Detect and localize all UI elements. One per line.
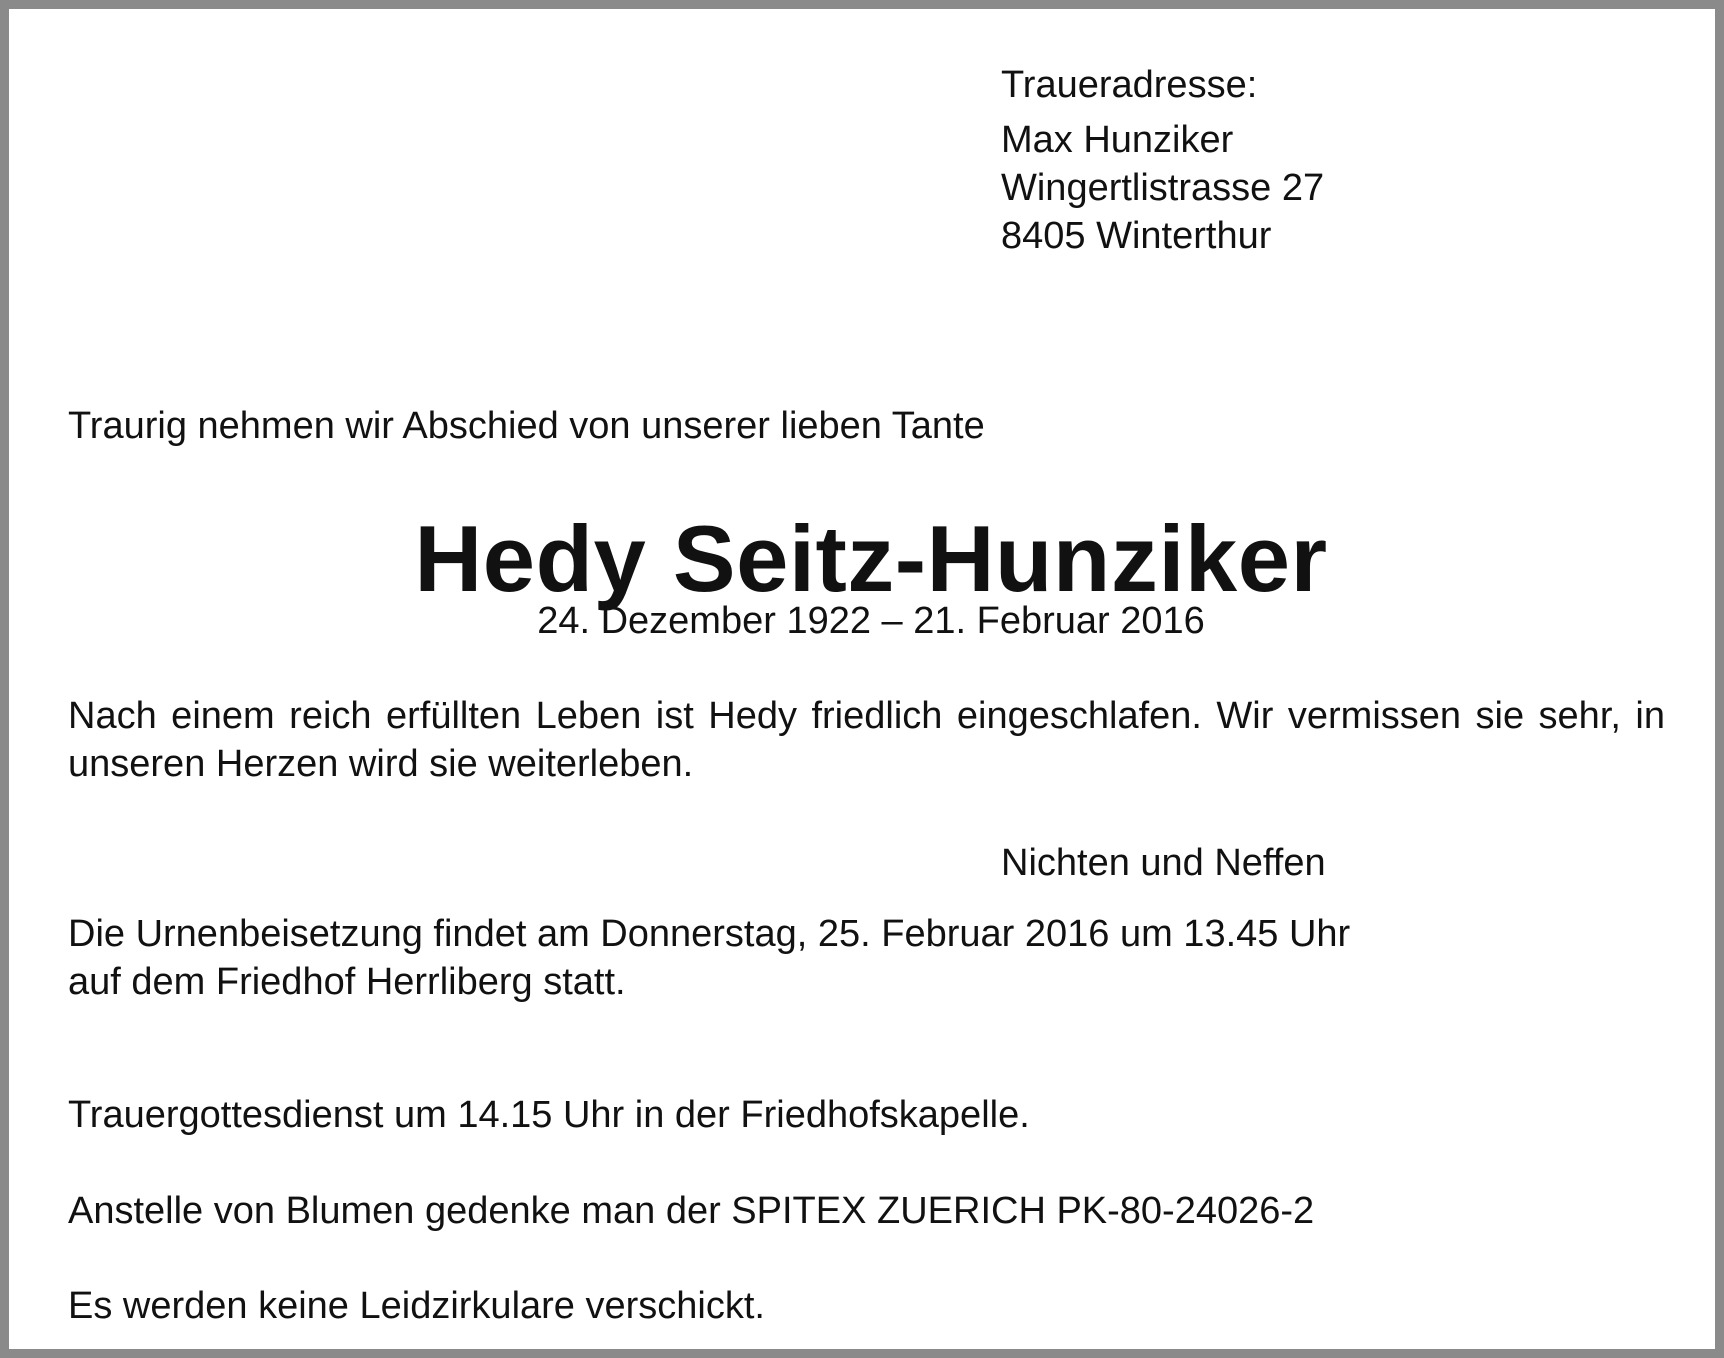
service-information: Trauergottesdienst um 14.15 Uhr in der Friedhofskapelle. [68,1094,1030,1136]
address-label: Traueradresse: [1001,64,1258,106]
memorial-message: Nach einem reich erfüllten Leben ist Hedy friedlich eingeschlafen. Wir vermissen sie sehr, in unseren Herzen wird sie weiterleben. [68,695,1665,785]
deceased-name: Hedy Seitz-Hunziker [414,505,1328,611]
life-dates: 24. Dezember 1922 – 21. Februar 2016 [537,600,1205,642]
signature: Nichten und Neffen [1001,842,1326,884]
circular-note: Es werden keine Leidzirkulare verschickt. [68,1285,765,1327]
address-city: 8405 Winterthur [1001,215,1272,257]
mourning-address [1001,61,1324,260]
burial-line-2: auf dem Friedhof Herrliberg statt. [68,961,626,1003]
donation-information: Anstelle von Blumen gedenke man der SPITEX ZUERICH PK-80-24026-2 [68,1190,1315,1232]
obituary-page [9,9,1715,1349]
address-street: Wingertlistrasse 27 [1001,167,1325,209]
burial-line-1: Die Urnenbeisetzung findet am Donnerstag, 25. Februar 2016 um 13.45 Uhr [68,913,1351,955]
burial-information [68,910,1350,1006]
address-name: Max Hunziker [1001,119,1234,161]
intro-text: Traurig nehmen wir Abschied von unserer lieben Tante [68,405,985,447]
